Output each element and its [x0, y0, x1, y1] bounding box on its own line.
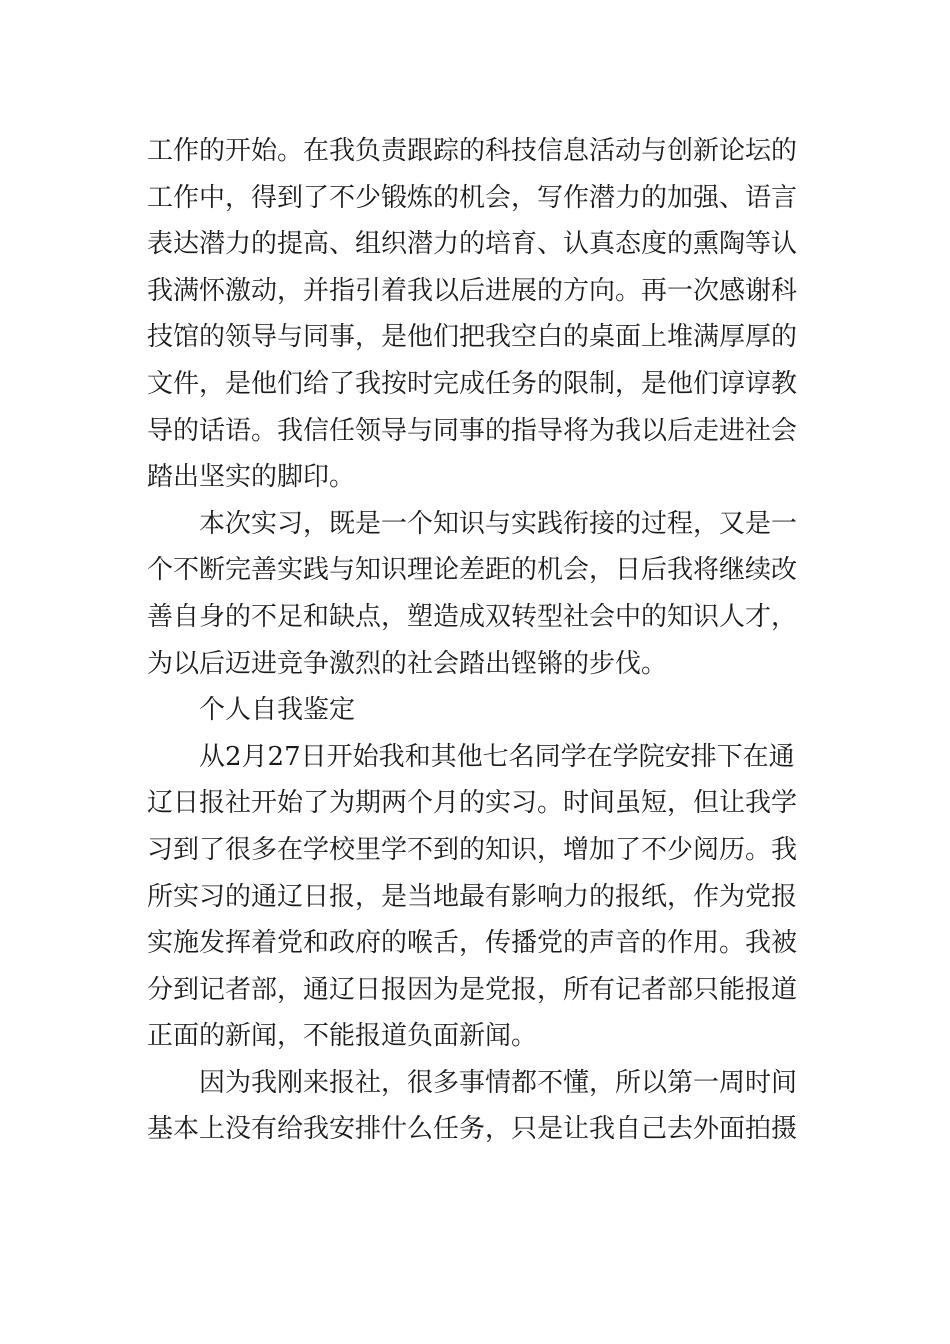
text-line: 辽日报社开始了为期两个月的实习。时间虽短，但让我学	[147, 788, 798, 819]
text-line: 表达潜力的提高、组织潜力的培育、认真态度的熏陶等认	[147, 229, 798, 260]
text-line: 文件，是他们给了我按时完成任务的限制，是他们谆谆教	[147, 368, 798, 399]
text-line: 工作的开始。在我负责跟踪的科技信息活动与创新论坛的	[147, 136, 798, 166]
text-line: 导的话语。我信任领导与同事的指导将为我以后走进社会	[147, 415, 798, 446]
text-line: 个不断完善实践与知识理论差距的机会，日后我将继续改	[147, 555, 798, 586]
paragraph-start-line: 本次实习，既是一个知识与实践衔接的过程，又是一	[199, 508, 798, 539]
text-line: 为以后迈进竞争激烈的社会踏出铿锵的步伐。	[147, 648, 668, 679]
paragraph-start-line: 从2月27日开始我和其他七名同学在学院安排下在通	[199, 741, 795, 772]
paragraph-start-line: 因为我刚来报社，很多事情都不懂，所以第一周时间	[199, 1067, 798, 1098]
text-line: 技馆的领导与同事，是他们把我空白的桌面上堆满厚厚的	[147, 322, 798, 353]
text-line: 踏出坚实的脚印。	[147, 462, 356, 493]
document-body	[147, 128, 809, 1153]
section-heading: 个人自我鉴定	[199, 695, 356, 726]
text-line: 所实习的通辽日报，是当地最有影响力的报纸，作为党报	[147, 881, 798, 912]
text-line: 基本上没有给我安排什么任务，只是让我自己去外面拍摄	[147, 1114, 798, 1145]
text-line: 正面的新闻，不能报道负面新闻。	[147, 1021, 538, 1052]
text-line: 实施发挥着党和政府的喉舌，传播党的声音的作用。我被	[147, 928, 798, 959]
text-line: 分到记者部，通辽日报因为是党报，所有记者部只能报道	[147, 974, 798, 1005]
text-line: 善自身的不足和缺点，塑造成双转型社会中的知识人才，	[147, 601, 798, 632]
text-line: 我满怀激动，并指引着我以后进展的方向。再一次感谢科	[147, 275, 798, 306]
text-line: 习到了很多在学校里学不到的知识，增加了不少阅历。我	[147, 834, 798, 865]
text-line: 工作中，得到了不少锻炼的机会，写作潜力的加强、语言	[147, 182, 798, 213]
